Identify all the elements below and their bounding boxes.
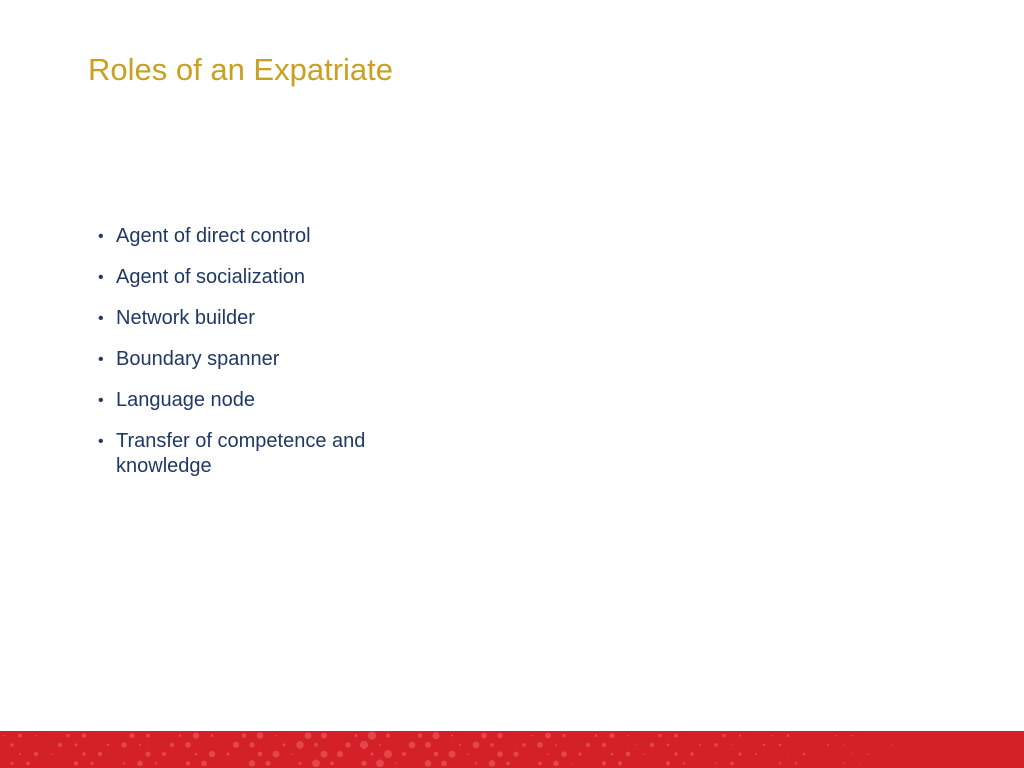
footer-dot [395, 763, 397, 765]
footer-dot [242, 733, 247, 738]
footer-dot [321, 733, 327, 739]
bullet-icon: • [98, 351, 104, 368]
footer-dot [379, 744, 381, 746]
list-item [98, 224, 428, 249]
footer-dot [283, 743, 286, 746]
footer-dot [763, 744, 765, 746]
footer-dot [441, 761, 447, 767]
footer-dot [803, 753, 806, 756]
footer-dot [186, 761, 190, 765]
list-item [98, 265, 428, 290]
footer-dot [418, 733, 423, 738]
footer-dot [227, 753, 230, 756]
footer-dot [481, 733, 487, 739]
footer-dot [384, 750, 392, 758]
footer-dot [714, 743, 718, 747]
footer-dot [867, 753, 869, 755]
footer-dot [571, 763, 573, 765]
list-item [98, 388, 428, 413]
footer-dot [162, 752, 166, 756]
list-item [98, 429, 428, 479]
bullet-icon: • [98, 392, 104, 409]
footer-dot [531, 735, 533, 737]
footer-dot [490, 743, 494, 747]
footer-dot [26, 762, 30, 766]
bullet-icon: • [98, 310, 104, 327]
footer-dot [139, 744, 141, 746]
footer-dot [473, 742, 480, 749]
footer-dot [538, 762, 542, 766]
footer-dot [425, 760, 432, 767]
bullet-icon: • [98, 433, 104, 450]
footer-dot [835, 735, 837, 737]
footer-dot [674, 752, 677, 755]
footer-dot [650, 743, 654, 747]
footer-dot [337, 751, 343, 757]
footer-dot [257, 732, 264, 739]
bullet-list [98, 224, 428, 495]
footer-decorative-band [0, 731, 1024, 768]
footer-dot [475, 762, 477, 764]
footer-dot [738, 753, 741, 756]
footer-dot [296, 741, 304, 749]
bullet-text: Boundary spanner [116, 348, 280, 370]
footer-dot [275, 735, 277, 737]
footer-dot [555, 744, 557, 746]
footer-dot [787, 734, 790, 737]
footer-dot [553, 761, 559, 767]
footer-dot [658, 734, 661, 737]
footer-dot [121, 742, 126, 747]
footer-dot [170, 743, 174, 747]
footer-dot [35, 735, 37, 737]
footer-dot [201, 761, 207, 767]
footer-dot [667, 744, 670, 747]
footer-dot [58, 743, 62, 747]
footer-dot [497, 751, 503, 757]
footer-dot [273, 751, 280, 758]
footer-dot [779, 744, 782, 747]
footer-dot [666, 761, 670, 765]
footer-dot [731, 744, 732, 745]
footer-dot [595, 734, 598, 737]
footer-dot [627, 735, 629, 737]
footer-dot [314, 743, 318, 747]
footer-dot [258, 752, 263, 757]
footer-dot [449, 751, 456, 758]
footer-dot [371, 753, 374, 756]
footer-dot [602, 761, 606, 765]
footer-dot [843, 744, 844, 745]
footer-dot [547, 753, 549, 755]
footer-dot [368, 732, 376, 740]
footer-dot [467, 753, 469, 755]
footer-dot-pattern [0, 731, 1024, 768]
footer-dot [683, 762, 686, 765]
footer-dot [321, 751, 328, 758]
footer-dot [299, 762, 302, 765]
footer-dot [66, 734, 69, 737]
footer-dot [211, 734, 214, 737]
bullet-text: Agent of direct control [116, 225, 311, 247]
footer-dot [586, 743, 590, 747]
footer-dot [107, 744, 109, 746]
footer-dot [18, 734, 22, 738]
bullet-text: Network builder [116, 307, 255, 329]
footer-dot [489, 760, 496, 767]
footer-dot [715, 763, 717, 765]
footer-dot [265, 761, 270, 766]
footer-dot [305, 732, 312, 739]
footer-dot [330, 762, 334, 766]
footer-dot [179, 734, 182, 737]
footer-dot [771, 735, 772, 736]
bullet-icon: • [98, 269, 104, 286]
footer-dot [451, 735, 453, 737]
footer-dot [409, 742, 416, 749]
footer-dot [360, 741, 368, 749]
bullet-text: Transfer of competence and knowledge [116, 430, 366, 477]
footer-dot [843, 763, 845, 765]
footer-dot [795, 762, 797, 764]
footer-dot [51, 753, 53, 755]
footer-dot [98, 752, 102, 756]
footer-dot [402, 752, 406, 756]
footer-dot [145, 752, 150, 757]
footer-dot [643, 753, 645, 755]
footer-dot [522, 743, 526, 747]
footer-dot [787, 754, 788, 755]
footer-dot [545, 733, 551, 739]
footer-dot [513, 752, 518, 757]
footer-dot [626, 752, 631, 757]
footer-dot [690, 752, 694, 756]
footer-dot [345, 742, 350, 747]
footer-dot [3, 735, 5, 737]
footer-dot [459, 744, 461, 746]
footer-dot [355, 734, 358, 737]
slide-title: Roles of an Expatriate [88, 52, 394, 87]
bullet-text: Language node [116, 389, 256, 411]
footer-dot [82, 752, 86, 756]
footer-dot [233, 742, 239, 748]
footer-dot [611, 753, 614, 756]
list-item [98, 306, 428, 331]
list-item [98, 347, 428, 372]
footer-dot [209, 751, 215, 757]
footer-dot [193, 733, 199, 739]
footer-dot [578, 753, 581, 756]
bullet-text: Agent of socialization [116, 266, 306, 288]
footer-dot [506, 762, 510, 766]
footer-dot [90, 762, 93, 765]
footer-dot [779, 762, 781, 764]
footer-dot [249, 760, 255, 766]
footer-dot [610, 733, 615, 738]
footer-dot [361, 761, 366, 766]
footer-dot [851, 753, 852, 754]
footer-dot [123, 762, 126, 765]
footer-dot [739, 735, 741, 737]
footer-dot [155, 762, 157, 764]
footer-dot [434, 752, 439, 757]
footer-dot [755, 753, 757, 755]
footer-dot [249, 742, 254, 747]
footer-dot [674, 734, 678, 738]
footer-dot [635, 744, 636, 745]
footer-dot [730, 762, 733, 765]
footer-dot [602, 743, 606, 747]
footer-dot [137, 761, 143, 767]
footer-dot [425, 742, 431, 748]
footer-dot [891, 744, 892, 745]
footer-dot [185, 742, 191, 748]
footer-dot [130, 733, 135, 738]
footer-dot [74, 761, 78, 765]
footer-dot [11, 762, 14, 765]
footer-dot [699, 744, 701, 746]
footer-dot [146, 734, 150, 738]
footer-dot [312, 760, 320, 768]
footer-dot [291, 753, 293, 755]
footer-dot [75, 743, 78, 746]
footer-dot [561, 751, 567, 757]
footer-dot [562, 734, 565, 737]
footer-dot [497, 733, 502, 738]
footer-dot [386, 734, 390, 738]
footer-dot [82, 733, 86, 737]
footer-dot [537, 742, 543, 748]
footer-dot [195, 753, 198, 756]
footer-dot [432, 732, 439, 739]
footer-dot [827, 744, 829, 746]
footer-dot [10, 743, 13, 746]
footer-dot [19, 753, 21, 755]
footer-dot [376, 760, 384, 768]
footer-dot [851, 735, 853, 737]
footer-dot [34, 752, 38, 756]
bullet-icon: • [98, 228, 104, 245]
footer-dot [618, 761, 622, 765]
footer-dot [859, 763, 860, 764]
footer-dot [722, 734, 725, 737]
